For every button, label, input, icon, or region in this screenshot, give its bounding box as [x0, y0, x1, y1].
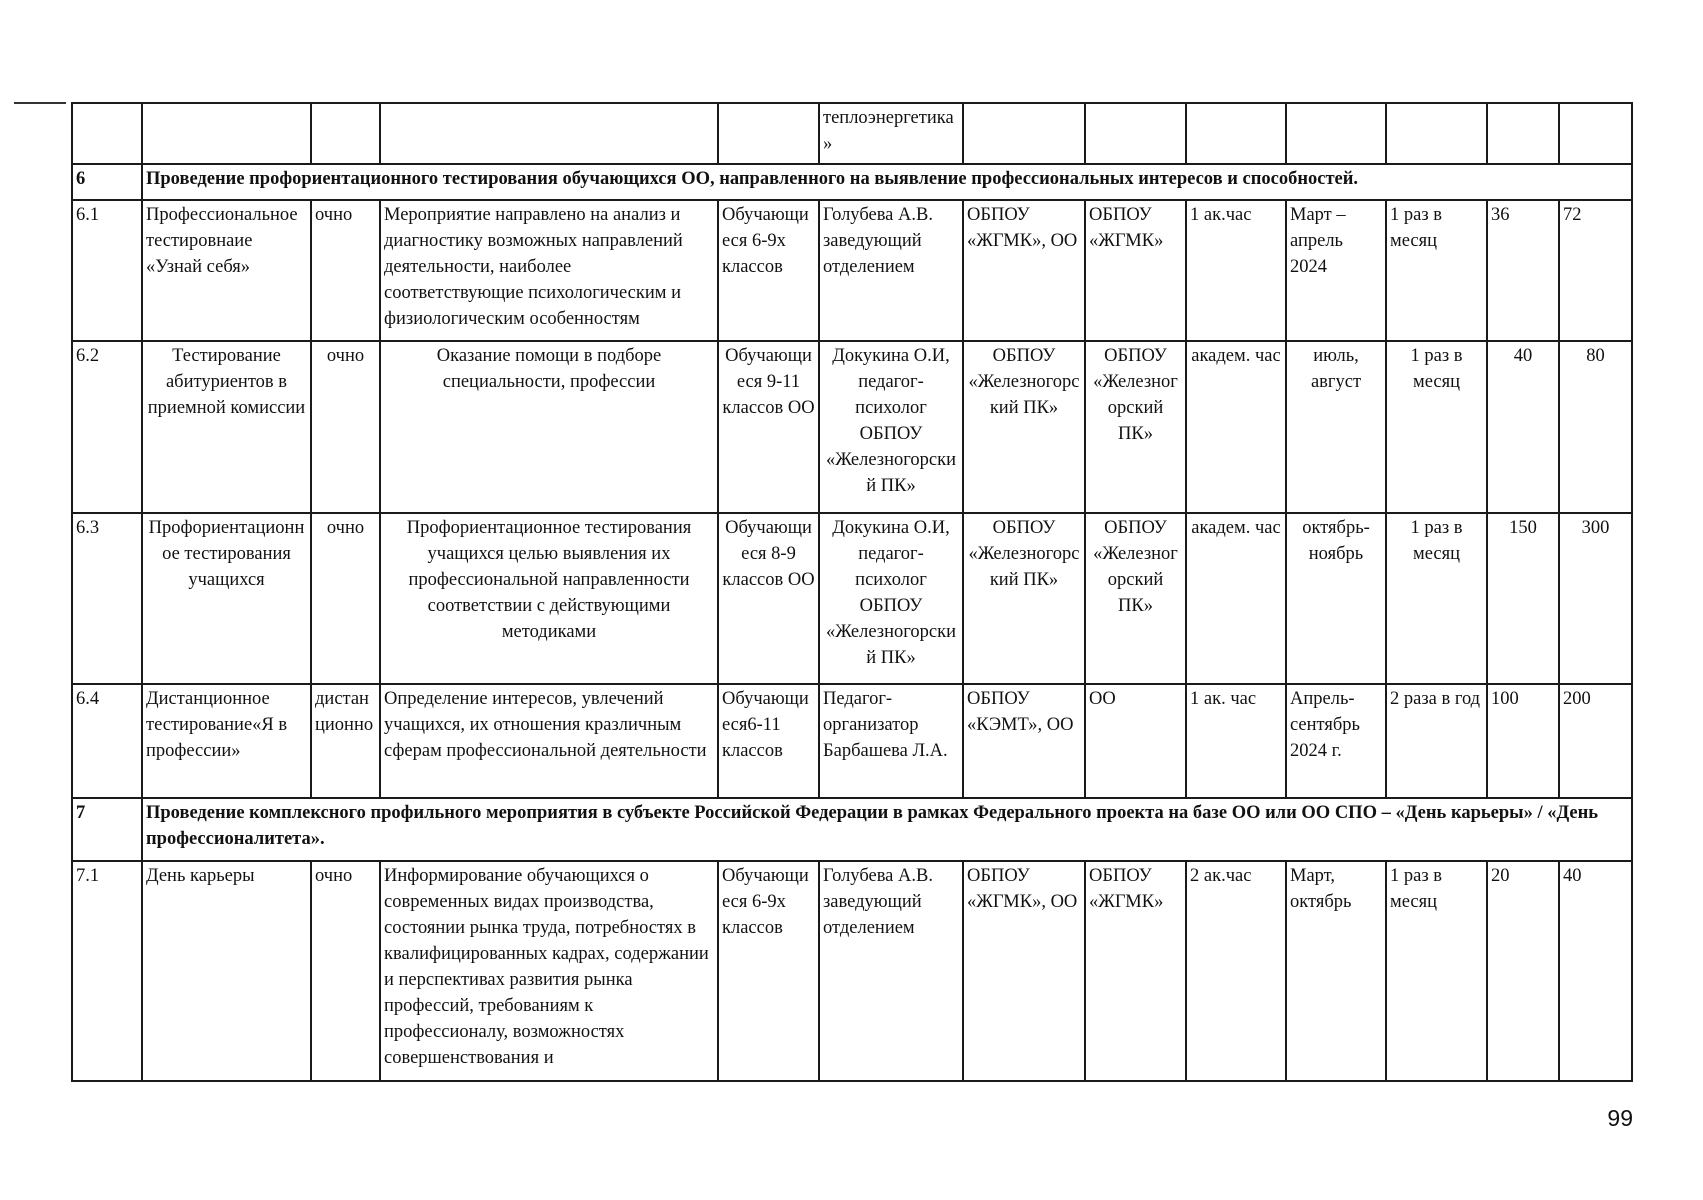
table-row [72, 200, 1632, 341]
cell-description: Определение интересов, увлечений учащихся, их отношения кразличным сферам профессиональной деятельности [380, 684, 718, 798]
cell-form: дистанционно [311, 684, 380, 798]
cell-duration: 1 ак.час [1186, 200, 1286, 341]
section-title: Проведение профориентационного тестирования обучающихся ОО, направленного на выявление профессиональных интересов и способностей. [142, 164, 1632, 200]
cell-responsible: Голубева А.В. заведующий отделением [819, 200, 963, 341]
cell-description: Оказание помощи в подборе специальности, профессии [380, 341, 718, 513]
section-heading-row [72, 164, 1632, 200]
cell-count1: 36 [1487, 200, 1559, 341]
cell-responsible: Голубева А.В. заведующий отделением [819, 861, 963, 1081]
table-row [72, 103, 1632, 164]
cell-count2: 200 [1559, 684, 1632, 798]
cell-dates: Март, октябрь [1286, 861, 1386, 1081]
cell-frequency: 1 раз в месяц [1386, 861, 1487, 1081]
table-row [72, 684, 1632, 798]
cell-dates: Март –апрель 2024 [1286, 200, 1386, 341]
cell-count2: 300 [1559, 513, 1632, 684]
cell-responsible: Докукина О.И, педагог-психолог ОБПОУ «Железногорский ПК» [819, 513, 963, 684]
cell-audience: Обучающиеся6-11 классов [718, 684, 819, 798]
cell-contact: теплоэнергетика» [819, 103, 963, 164]
cell-dates: июль, август [1286, 341, 1386, 513]
cell-audience: Обучающиеся 6-9х классов [718, 200, 819, 341]
cell-count1: 150 [1487, 513, 1559, 684]
cell-name: Тестирование абитуриентов в приемной комиссии [142, 341, 311, 513]
cell-count2: 40 [1559, 861, 1632, 1081]
cell-form: очно [311, 341, 380, 513]
cell-venue: ОБПОУ «ЖГМК» [1085, 861, 1186, 1081]
cell-responsible: Докукина О.И, педагог-психолог ОБПОУ «Железногорский ПК» [819, 341, 963, 513]
cell-duration: 2 ак.час [1186, 861, 1286, 1081]
cell-name: Дистанционное тестирование«Я в профессии» [142, 684, 311, 798]
cell-count2: 80 [1559, 341, 1632, 513]
cell-duration: 1 ак. час [1186, 684, 1286, 798]
table-row [72, 341, 1632, 513]
cell-count1: 40 [1487, 341, 1559, 513]
cell-responsible: Педагог-организатор Барбашева Л.А. [819, 684, 963, 798]
cell-organizer: ОБПОУ «ЖГМК», ОО [963, 861, 1085, 1081]
section-number: 6 [72, 164, 142, 200]
cell-organizer: ОБПОУ «КЭМТ», ОО [963, 684, 1085, 798]
cell-frequency: 1 раз в месяц [1386, 341, 1487, 513]
cell-count1: 100 [1487, 684, 1559, 798]
cell-num: 6.3 [72, 513, 142, 684]
cell-num: 7.1 [72, 861, 142, 1081]
section-title: Проведение комплексного профильного мероприятия в субъекте Российской Федерации в рамках Федерального проекта на базе ОО или ОО СПО – «День карьеры» / «День профессионалитета». [142, 798, 1632, 861]
cell-duration: академ. час [1186, 341, 1286, 513]
cell-description: Мероприятие направлено на анализ и диагностику возможных направлений деятельности, наиболее соответствующие психологическим и физиологическим особенностям [380, 200, 718, 341]
cell-frequency: 1 раз в месяц [1386, 200, 1487, 341]
cell-organizer: ОБПОУ «Железногорский ПК» [963, 341, 1085, 513]
cell-venue: ОБПОУ «Железногорский ПК» [1085, 341, 1186, 513]
cell-venue: ОО [1085, 684, 1186, 798]
cell-audience: Обучающиеся 8-9 классов ОО [718, 513, 819, 684]
cell-form: очно [311, 861, 380, 1081]
cell-audience: Обучающиеся 9-11 классов ОО [718, 341, 819, 513]
cell-description: Информирование обучающихся о современных видах производства, состоянии рынка труда, потребностях в квалифицированных кадрах, содержании и перспективах развития рынка профессий, требованиям к профессионалу, возможностях совершенствования и [380, 861, 718, 1081]
cell-num: 6.2 [72, 341, 142, 513]
table-row [72, 513, 1632, 684]
cell-name: Профориентационное тестирования учащихся [142, 513, 311, 684]
cell-venue: ОБПОУ «Железногорский ПК» [1085, 513, 1186, 684]
activities-table [71, 102, 1633, 1082]
cell-form: очно [311, 513, 380, 684]
cell-organizer: ОБПОУ «ЖГМК», ОО [963, 200, 1085, 341]
cell-dates: Апрель-сентябрь 2024 г. [1286, 684, 1386, 798]
cell-venue: ОБПОУ «ЖГМК» [1085, 200, 1186, 341]
cell-frequency: 1 раз в месяц [1386, 513, 1487, 684]
page-number: 99 [1607, 1105, 1633, 1131]
cell-audience: Обучающиеся 6-9х классов [718, 861, 819, 1081]
cell-form: очно [311, 200, 380, 341]
table-row [72, 861, 1632, 1081]
cell-name: Профессиональное тестировнаие «Узнай себя» [142, 200, 311, 341]
cell-count2: 72 [1559, 200, 1632, 341]
cell-num: 6.4 [72, 684, 142, 798]
cell-duration: академ. час [1186, 513, 1286, 684]
cell-num: 6.1 [72, 200, 142, 341]
scan-edge-mark [14, 102, 66, 104]
cell-description: Профориентационное тестирования учащихся целью выявления их профессиональной направленности соответствии с действующими методиками [380, 513, 718, 684]
cell-count1: 20 [1487, 861, 1559, 1081]
section-heading-row [72, 798, 1632, 861]
cell-name: День карьеры [142, 861, 311, 1081]
cell-frequency: 2 раза в год [1386, 684, 1487, 798]
cell-dates: октябрь-ноябрь [1286, 513, 1386, 684]
cell-organizer: ОБПОУ «Железногорский ПК» [963, 513, 1085, 684]
section-number: 7 [72, 798, 142, 861]
